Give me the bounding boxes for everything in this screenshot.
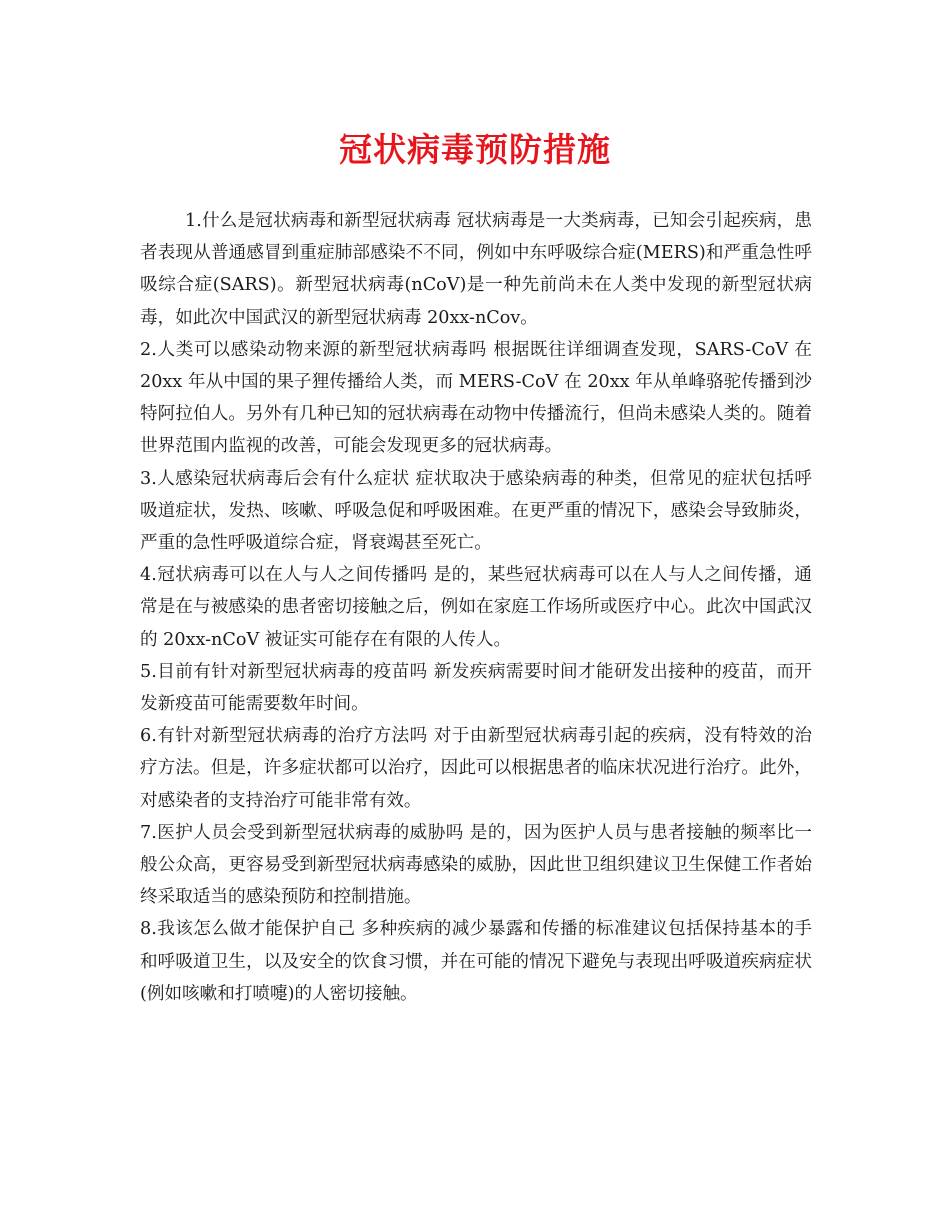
paragraph-1: 1.什么是冠状病毒和新型冠状病毒 冠状病毒是一大类病毒，已知会引起疾病，患者表现从普通感冒到重症肺部感染不不同，例如中东呼吸综合症(MERS)和严重急性呼吸综合症(SARS)。新型冠状病毒(nCoV)是一种先前尚未在人类中发现的新型冠状病毒，如此次中国武汉的新型冠状病毒 20xx-nCov。 (140, 211, 812, 328)
paragraph-3: 3.人感染冠状病毒后会有什么症状 症状取决于感染病毒的种类，但常见的症状包括呼吸道症状，发热、咳嗽、呼吸急促和呼吸困难。在更严重的情况下，感染会导致肺炎，严重的急性呼吸道综合症，肾衰竭甚至死亡。 (140, 468, 812, 554)
paragraph-6: 6.有针对新型冠状病毒的治疗方法吗 对于由新型冠状病毒引起的疾病，没有特效的治疗方法。但是，许多症状都可以治疗，因此可以根据患者的临床状况进行治疗。此外，对感染者的支持治疗可能非常有效。 (140, 726, 812, 811)
paragraph-5: 5.目前有针对新型冠状病毒的疫苗吗 新发疾病需要时间才能研发出接种的疫苗，而开发新疫苗可能需要数年时间。 (140, 661, 812, 715)
paragraph-4: 4.冠状病毒可以在人与人之间传播吗 是的，某些冠状病毒可以在人与人之间传播，通常是在与被感染的患者密切接触之后，例如在家庭工作场所或医疗中心。此次中国武汉的 20xx-nCoV 被证实可能存在有限的人传人。 (140, 565, 812, 650)
document-body (140, 205, 812, 1010)
paragraph-7: 7.医护人员会受到新型冠状病毒的威胁吗 是的，因为医护人员与患者接触的频率比一般公众高，更容易受到新型冠状病毒感染的威胁，因此世卫组织建议卫生保健工作者始终采取适当的感染预防和控制措施。 (140, 822, 812, 908)
paragraph-2: 2.人类可以感染动物来源的新型冠状病毒吗 根据既往详细调查发现，SARS-CoV 在 20xx 年从中国的果子狸传播给人类，而 MERS-CoV 在 20xx 年从单峰骆驼传播到沙特阿拉伯人。另外有几种已知的冠状病毒在动物中传播流行，但尚未感染人类的。随着世界范围内监视的改善，可能会发现更多的冠状病毒。 (140, 339, 812, 457)
document-title: 冠状病毒预防措施 (339, 130, 611, 169)
paragraph-8: 8.我该怎么做才能保护自己 多种疾病的减少暴露和传播的标准建议包括保持基本的手和呼吸道卫生，以及安全的饮食习惯，并在可能的情况下避免与表现出呼吸道疾病症状(例如咳嗽和打喷嚏)的人密切接触。 (140, 919, 812, 1004)
